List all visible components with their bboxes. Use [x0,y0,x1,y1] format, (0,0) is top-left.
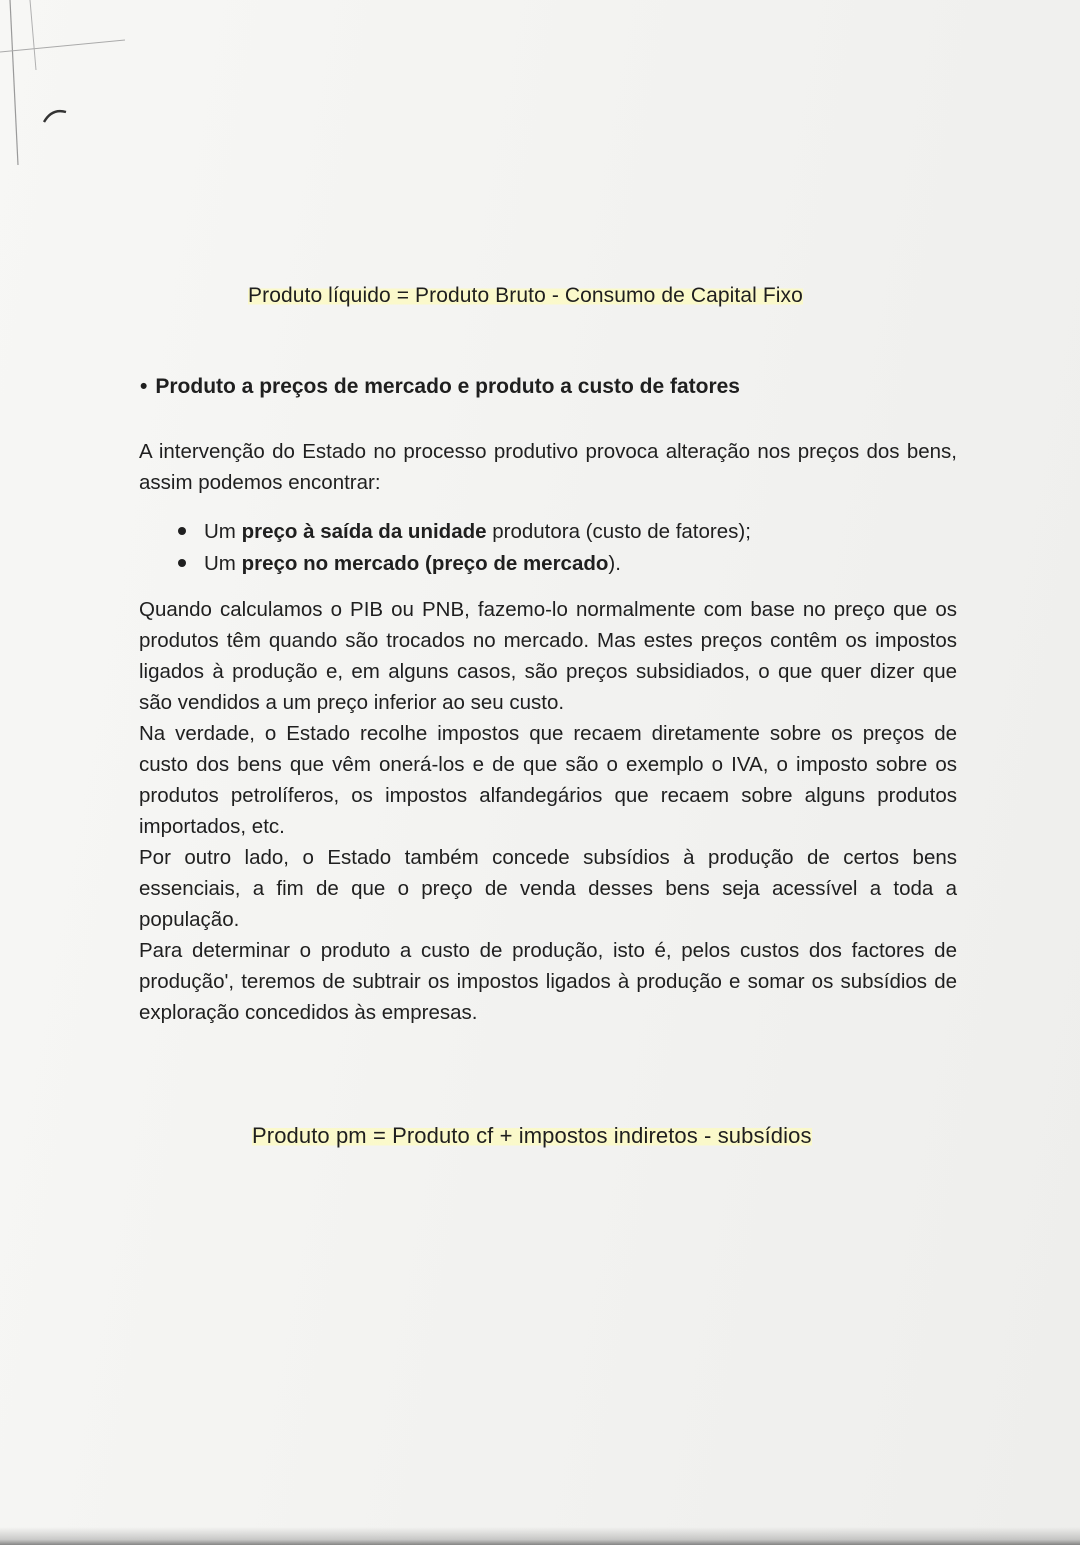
formula-net-product-text: Produto líquido = Produto Bruto - Consumo de Capital Fixo [248,284,803,307]
bullet-item [178,548,751,580]
bullet-dot-icon [178,559,186,567]
body-text [139,594,957,1028]
bullet-dot-icon: • [140,375,148,398]
bullet-suffix: ). [608,552,621,575]
bullet-dot-icon [178,527,186,535]
paragraph: Na verdade, o Estado recolhe impostos que recaem diretamente sobre os preços de custo dos bens que vêm onerá-los e de que são o exemplo o IVA, o imposto sobre os produtos petrolíferos, os impostos alfandegários que recaem sobre alguns produtos importados, etc. [139,722,957,838]
bullet-item [178,516,751,548]
formula-net-product [248,284,803,308]
corner-pen-marks [0,0,140,170]
paragraph: Quando calculamos o PIB ou PNB, fazemo-lo normalmente com base no preço que os produtos têm quando são trocados no mercado. Mas estes preços contêm os impostos ligados à produção e, em alguns casos, são preços subsidiados, o que quer dizer que são vendidos a um preço inferior ao seu custo. [139,598,957,714]
intro-paragraph: A intervenção do Estado no processo produtivo provoca alteração nos preços dos bens, assim podemos encontrar: [139,440,957,494]
section-heading [140,375,740,399]
formula-market-price [252,1123,812,1149]
bullet-suffix: produtora (custo de fatores); [486,520,751,543]
formula-market-price-text: Produto pm = Produto cf + impostos indiretos - subsídios [252,1123,812,1148]
bullet-prefix: Um [204,520,242,543]
bullet-bold: preço à saída da unidade [241,520,487,543]
bullet-prefix: Um [204,552,242,575]
section-heading-text: Produto a preços de mercado e produto a custo de fatores [155,375,740,398]
bullet-bold: preço no mercado (preço de mercado [241,552,609,575]
bullet-list [178,516,751,580]
paragraph: Por outro lado, o Estado também concede subsídios à produção de certos bens essenciais, a fim de que o preço de venda desses bens seja acessível a toda a população. [139,846,957,931]
paragraph: Para determinar o produto a custo de produção, isto é, pelos custos dos factores de produção', teremos de subtrair os impostos ligados à produção e somar os subsídios de exploração concedidos às empresas. [139,939,957,1024]
page-bottom-edge [0,1527,1080,1545]
